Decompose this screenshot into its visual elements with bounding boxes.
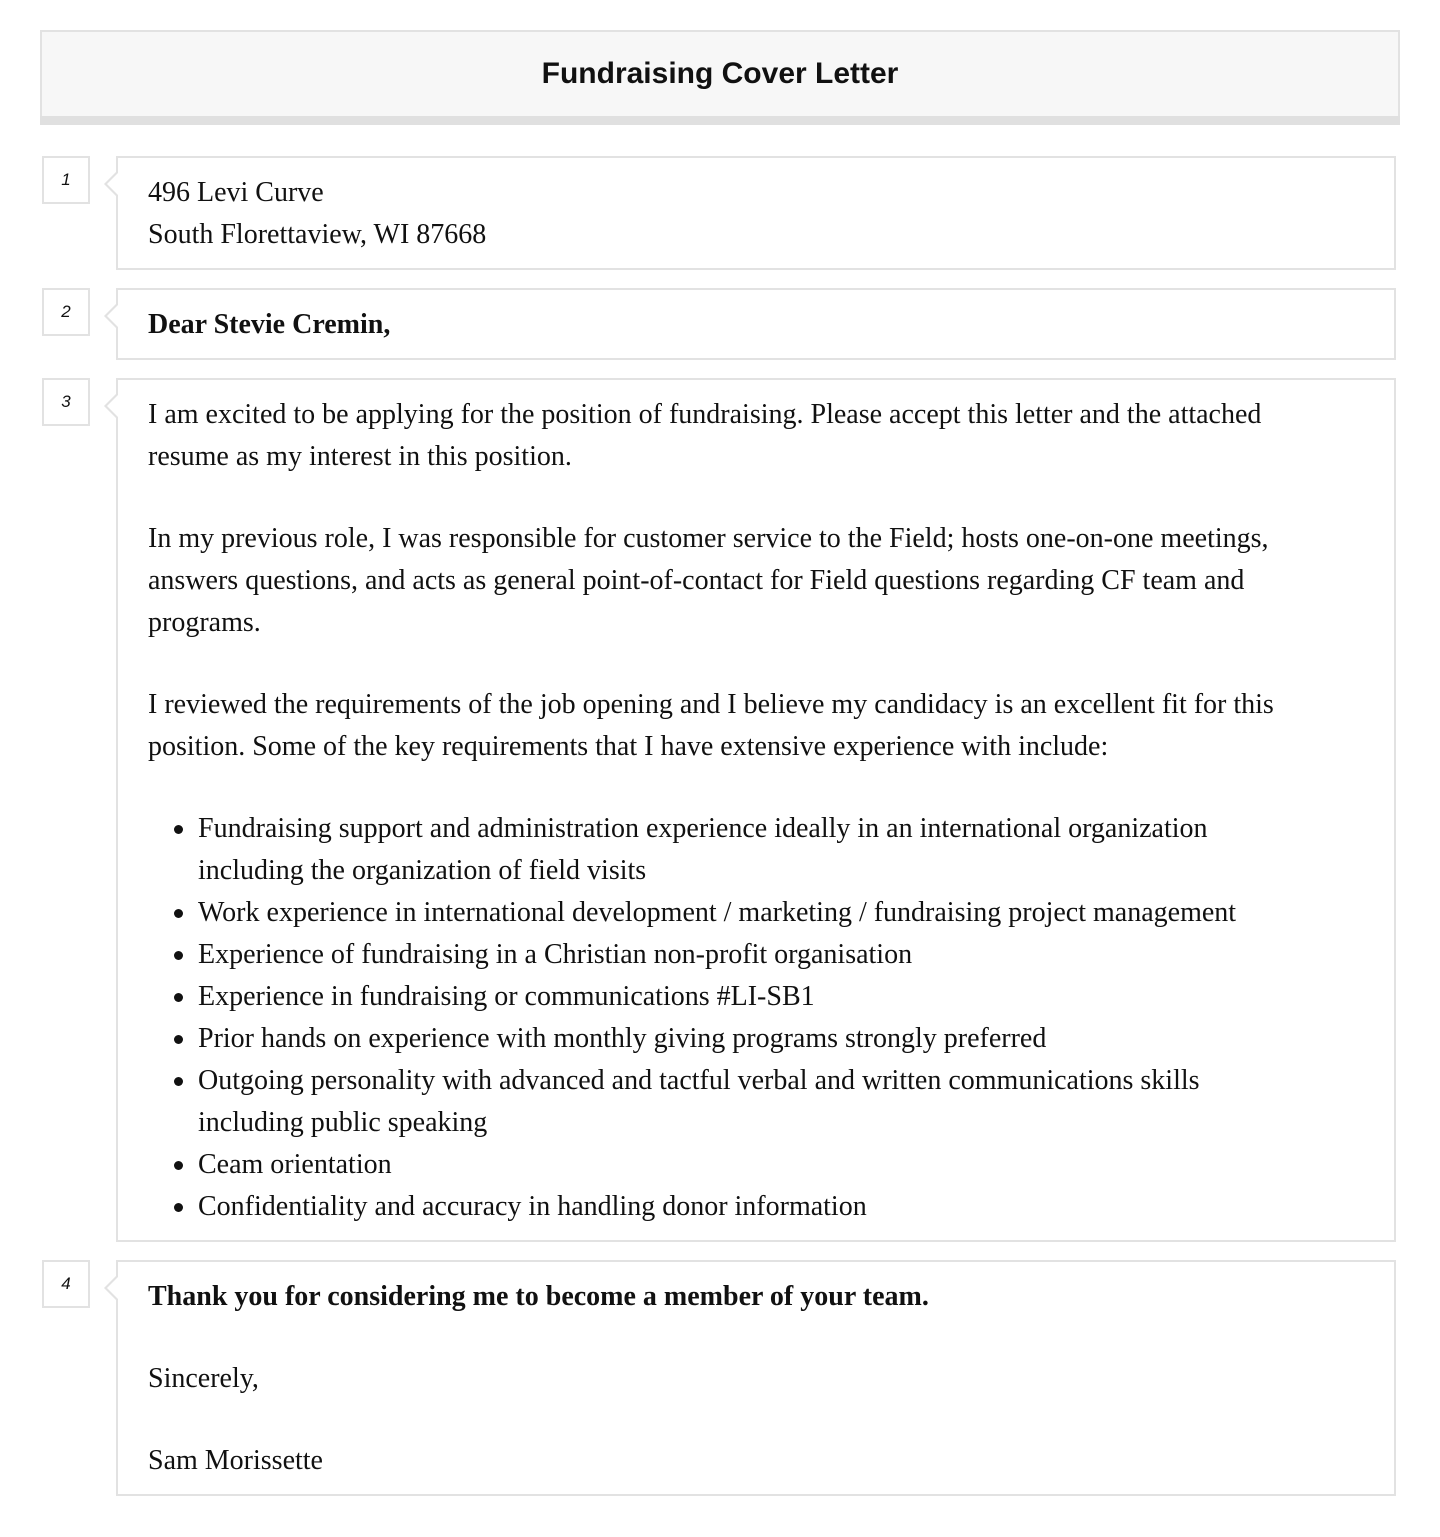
intro-line-1: I am excited to be applying for the position of fundraising. Please accept this letter and the attached <box>148 399 1262 430</box>
section-box <box>116 378 1396 1242</box>
header-underline <box>40 116 1400 125</box>
fit-line-1: I reviewed the requirements of the job opening and I believe my candidacy is an excellent fit for this <box>148 689 1274 720</box>
list-item: Prior hands on experience with monthly giving programs strongly preferred <box>148 1018 1236 1060</box>
greeting: Dear Stevie Cremin, <box>148 309 391 340</box>
list-item: Experience in fundraising or communications #LI-SB1 <box>148 976 1236 1018</box>
address-line-1: 496 Levi Curve <box>148 177 324 208</box>
role-line-3: programs. <box>148 607 261 638</box>
closing-salutation: Sincerely, <box>148 1363 259 1394</box>
section-number: 3 <box>42 378 90 426</box>
page-title: Fundraising Cover Letter <box>541 57 899 90</box>
list-item: Work experience in international development / marketing / fundraising project management <box>148 892 1236 934</box>
address-line-2: South Florettaview, WI 87668 <box>148 219 487 250</box>
section-number: 4 <box>42 1260 90 1308</box>
section-number: 2 <box>42 288 90 336</box>
requirements-list <box>148 808 1236 1228</box>
list-item: Confidentiality and accuracy in handling donor information <box>148 1186 1236 1228</box>
section-box <box>116 1260 1396 1496</box>
list-item: Ceam orientation <box>148 1144 1236 1186</box>
role-line-2: answers questions, and acts as general point-of-contact for Field questions regarding CF team and <box>148 565 1245 596</box>
list-item: Experience of fundraising in a Christian non-profit organisation <box>148 934 1236 976</box>
signature-name: Sam Morissette <box>148 1445 323 1476</box>
list-item-continuation: including the organization of field visits <box>198 855 647 886</box>
section-number: 1 <box>42 156 90 204</box>
list-item: Fundraising support and administration experience ideally in an international organization <box>148 808 1236 850</box>
section-box <box>116 156 1396 270</box>
role-line-1: In my previous role, I was responsible for customer service to the Field; hosts one-on-one meetings, <box>148 523 1269 554</box>
fit-line-2: position. Some of the key requirements that I have extensive experience with include: <box>148 731 1109 762</box>
thank-you-line: Thank you for considering me to become a member of your team. <box>148 1281 929 1312</box>
intro-line-2: resume as my interest in this position. <box>148 441 572 472</box>
list-item-continuation: including public speaking <box>198 1107 488 1138</box>
section-box <box>116 288 1396 360</box>
letter-header <box>40 30 1400 116</box>
list-item: Outgoing personality with advanced and tactful verbal and written communications skills <box>148 1060 1236 1102</box>
